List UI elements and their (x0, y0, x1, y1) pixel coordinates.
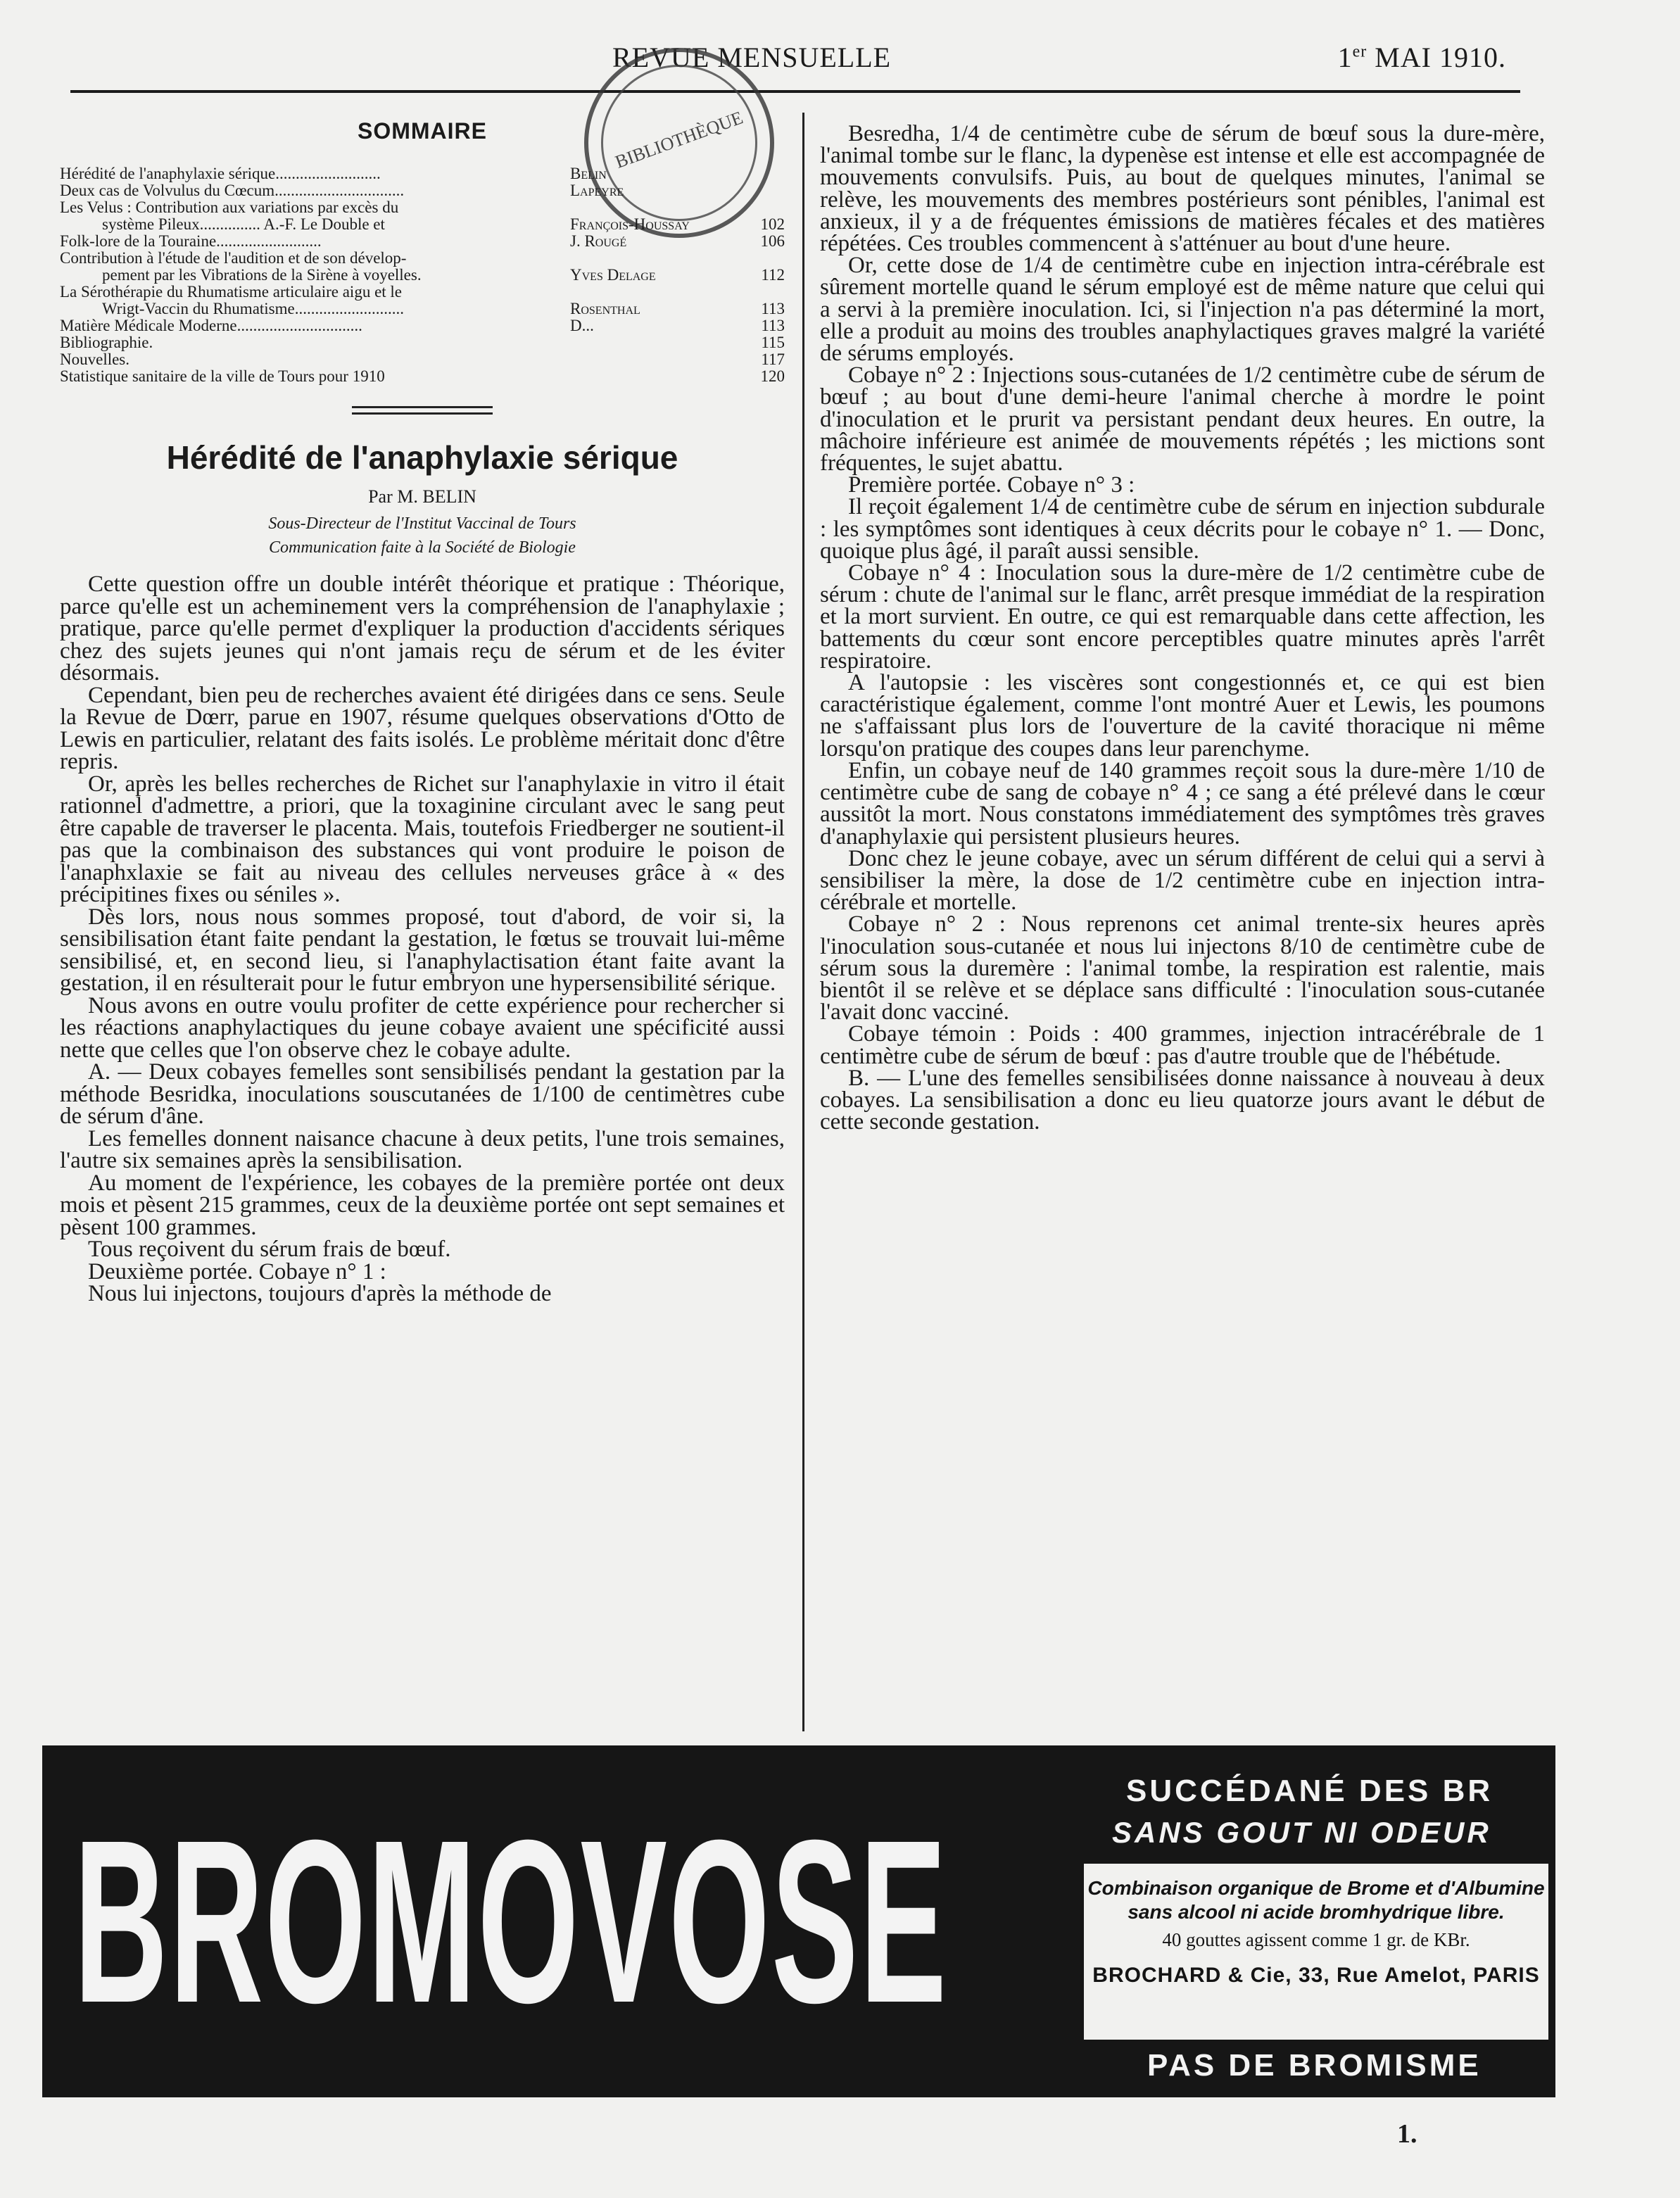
article-paragraph: Enfin, un cobaye neuf de 140 grammes reçoit sous la dure-mère 1/10 de centimètre cube de sang de cobaye n° 4 ; ce sang a été prélevé dans le cœur aussitôt la mort. Nous constatons immédiatement des symptômes très graves d'anaphylaxie qui persistent plusieurs heures. (820, 757, 1545, 849)
ad-box-description: Combinaison organique de Brome et d'Albumine sans alcool ni acide bromhydrique libre. (1087, 1877, 1545, 1923)
toc-row (60, 233, 785, 250)
ad-box-address: BROCHARD & Cie, 33, Rue Amelot, PARIS (1092, 1964, 1540, 1987)
article-paragraph: Nous avons en outre voulu profiter de cette expérience pour rechercher si les réactions anaphylactiques du jeune cobaye avaient une spécificité aussi nette que celles que l'on observe chez le cobaye adulte. (60, 992, 785, 1063)
toc-entry-title: Nouvelles. (60, 350, 130, 368)
article-paragraph: Dès lors, nous nous sommes proposé, tout d'abord, de voir si, la sensibilisation étant faite pendant la gestation, le fœtus se trouvait lui-même sensibilisé, et, en second lieu, si l'anaphylactisation étant faite avant la gestation, il en résulterait pour le futur embryon une hypersensibilité sérique. (60, 904, 785, 996)
toc-entry-page: 113 (761, 300, 785, 317)
toc-entry-title: Folk-lore de la Touraine.......................... (60, 232, 322, 250)
toc-row (60, 368, 785, 385)
article-paragraph: Cobaye témoin : Poids : 400 grammes, injection intracérébrale de 1 centimètre cube de sérum de bœuf : pas d'autre trouble que de l'hébétude. (820, 1021, 1545, 1069)
toc-entry-page: 112 (761, 266, 785, 284)
toc-entry-title: Hérédité de l'anaphylaxie sérique.......................... (60, 165, 381, 182)
article-body-left (60, 571, 785, 1306)
ad-tagline-3: PAS DE BROMISME (1147, 2048, 1482, 2083)
bromovose-advertisement (42, 1745, 1555, 2097)
toc-entry-author: François-Houssay (570, 215, 690, 233)
toc-entry-title: Bibliographie. (60, 334, 153, 351)
toc-entry-author: D... (570, 317, 594, 334)
toc-entry-page: 115 (761, 334, 785, 351)
article-paragraph: Nous lui injectons, toujours d'après la méthode de (88, 1281, 552, 1306)
article-paragraph: Cobaye n° 2 : Injections sous-cutanées de 1/2 centimètre cube de sérum de bœuf ; au bout d'une demi-heure l'animal cherche à mordre le point d'inoculation et le prurit va persistant pendant deux heures. En outre, la mâchoire inférieure est animée de mouvements répétés ; les mictions sont fréquentes, le sujet abattu. (820, 362, 1545, 476)
article-paragraph: Donc chez le jeune cobaye, avec un sérum différent de celui qui a servi à sensibiliser la mère, la dose de 1/2 centimètre cube en injection intra-cérébrale et mortelle. (820, 845, 1545, 916)
toc-entry-title: Statistique sanitaire de la ville de Tours pour 1910 (60, 367, 385, 385)
toc-entry-author: J. Rougé (570, 232, 627, 250)
toc-entry-author: Rosenthal (570, 300, 640, 317)
communication-note: Communication faite à la Société de Biologie (269, 538, 576, 557)
article-paragraph: Cobaye n° 4 : Inoculation sous la dure-mère de 1/2 centimètre cube de sérum : chute de l'animal sur le flanc, arrêt presque immédiat de la respiration et la mort survient. En outre, ce qui est remarquable dans cette affection, les battements du cœur sont encore perceptibles quatre minutes après l'arrêt respiratoire. (820, 560, 1545, 674)
article-paragraph: Cobaye n° 2 : Nous reprenons cet animal trente-six heures après l'inoculation sous-cutanée et nous lui injectons 8/10 de centimètre cube de sérum sous la duremère : l'animal tombe, la respiration est ralentie, mais bientôt il se relève et se déplace sans difficulté : l'inoculation sous-cutanée l'avait donc vacciné. (820, 911, 1545, 1025)
article-paragraph: Cependant, bien peu de recherches avaient été dirigées dans ce sens. Seule la Revue de Dœrr, parue en 1907, résume quelques observations d'Otto de Lewis en particulier, relatant des faits isolés. Le problème méritait donc d'être repris. (60, 682, 785, 774)
toc-row (60, 199, 785, 216)
toc-entry-title: Deux cas de Volvulus du Cœcum................................ (60, 182, 405, 199)
author-affiliation: Sous-Directeur de l'Institut Vaccinal de Tours (268, 514, 576, 533)
toc-entry-page: 120 (760, 367, 785, 385)
article-paragraph: Première portée. Cobaye n° 3 : (848, 472, 1135, 498)
article-paragraph: A l'autopsie : les viscères sont congestionnés et, ce qui est bien caractéristique également, comme l'ont montré Auer et Lewis, les poumons ne s'affaissant plus lors de l'ouverture de la cavité thoracique ni même lorsqu'on pratique des coupes dans leur parenchyme. (820, 670, 1545, 762)
toc-entry-author: Belin (570, 165, 607, 182)
article-paragraph: B. — L'une des femelles sensibilisées donne naissance à nouveau à deux cobayes. La sensibilisation a donc eu lieu quatorze jours avant le début de cette seconde gestation. (820, 1065, 1545, 1135)
ad-info-box (1084, 1864, 1548, 2040)
toc-row (60, 165, 785, 182)
article-title: Hérédité de l'anaphylaxie sérique (166, 439, 678, 476)
toc-row (60, 334, 785, 351)
left-column (60, 113, 785, 1306)
ad-tagline-1: SUCCÉDANÉ DES BR (1126, 1774, 1493, 1808)
stamp-text: BIBLIOTHÈQUE (612, 107, 746, 172)
toc-row (60, 301, 785, 317)
article-paragraph: A. — Deux cobayes femelles sont sensibilisés pendant la gestation par la méthode Besridka, inoculations souscutanées de 1/100 de centimètres cube de sérum d'âne. (60, 1059, 785, 1129)
toc-entry-title: Matière Médicale Moderne............................... (60, 317, 362, 334)
toc-entry-title: Contribution à l'étude de l'audition et de son dévelop- (60, 249, 407, 267)
toc-entry-title: La Sérothérapie du Rhumatisme articulaire aigu et le (60, 283, 403, 301)
toc-entry-page: 113 (761, 317, 785, 334)
article-paragraph: Il reçoit également 1/4 de centimètre cube de sérum en injection subdurale : les symptômes sont identiques à ceux décrits pour le cobaye n° 1. — Donc, quoique plus âgé, il paraît aussi sensible. (820, 494, 1545, 564)
ad-tagline-2: SANS GOUT NI ODEUR (1112, 1816, 1491, 1849)
toc-row (60, 284, 785, 301)
article-paragraph: Les femelles donnent naisance chacune à deux petits, l'une trois semaines, l'autre six semaines après la sensibilisation. (60, 1125, 785, 1173)
byline: Par M. BELIN (368, 486, 476, 507)
toc-row (60, 351, 785, 368)
toc-row (60, 250, 785, 267)
toc-entry-author: Lapeyre (570, 182, 624, 199)
article-paragraph: Au moment de l'expérience, les cobayes de la première portée ont deux mois et pèsent 215 grammes, ceux de la deuxième portée ont sept semaines et pèsent 100 grammes. (60, 1170, 785, 1240)
page-header (70, 37, 1506, 87)
toc-row (60, 182, 785, 199)
article-body-right (820, 123, 1545, 1133)
issue-date: 1er MAI 1910. (1337, 42, 1506, 73)
sommaire-title: SOMMAIRE (358, 118, 487, 144)
toc-row (60, 216, 785, 233)
article-paragraph: Cette question offre un double intérêt théorique et pratique : Théorique, parce qu'elle est un acheminement vers la compréhension de l'anaphylaxie ; pratique, parce qu'elle permet d'expliquer la production d'accidents sériques chez des sujets jeunes qui n'ont jamais reçu de sérum et de les éviter désormais. (60, 571, 785, 686)
toc-entry-title: pement par les Vibrations de la Sirène à voyelles. (102, 266, 422, 284)
toc-entry-author: Yves Delage (570, 266, 656, 284)
toc-row (60, 267, 785, 284)
toc-entry-page: 106 (760, 232, 785, 250)
byline-block (60, 486, 785, 560)
toc-entry-page: 117 (761, 350, 785, 368)
toc-entry-title: système Pileux............... A.-F. Le Double et (102, 215, 385, 233)
toc-entry-page: 102 (760, 215, 785, 233)
article-paragraph: Deuxième portée. Cobaye n° 1 : (88, 1258, 386, 1284)
header-rule (70, 90, 1520, 93)
article-paragraph: Or, après les belles recherches de Richet sur l'anaphylaxie in vitro il était rationnel d'admettre, a priori, que la toxaginine circulant avec le sang peut être capable de traverser le placenta. Mais, toutefois Friedberger ne soutient-il pas que la combinaison des substances qui vont produire le poison de l'anaphxlaxie se fait au niveau des cellules nerveuses grâce à « des précipitines fixes ou séniles ». (60, 771, 785, 907)
section-separator (352, 406, 493, 415)
toc-entry-title: Wrigt-Vaccin du Rhumatisme........................... (102, 300, 404, 317)
table-of-contents (60, 165, 785, 385)
article-paragraph: Besredha, 1/4 de centimètre cube de sérum de bœuf sous la dure-mère, l'animal tombe sur le flanc, la dypenèse est intense et elle est accompagnée de mouvements convulsifs. Puis, au bout de quelques minutes, l'animal se relève, les mouvements des membres postérieurs sont pénibles, l'animal est anxieux, il y a de fréquentes émissions de matières fécales et des matières répétées. Ces troubles commencent à s'atténuer au bout d'une heure. (820, 121, 1545, 257)
ad-box-dosage: 40 gouttes agissent comme 1 gr. de KBr. (1162, 1929, 1470, 1950)
article-paragraph: Or, cette dose de 1/4 de centimètre cube en injection intra-cérébrale est sûrement mortelle quand le sérum employé est de même nature que celui qui a servi à la première inoculation. Ici, si l'injection n'a pas déterminé la mort, elle a produit au moins des troubles anaphylactiques graves malgré la variété de sérums employés. (820, 253, 1545, 367)
toc-entry-title: Les Velus : Contribution aux variations par excès du (60, 198, 399, 216)
page-number: 1. (1397, 2119, 1417, 2149)
article-paragraph: Tous reçoivent du sérum frais de bœuf. (88, 1237, 451, 1262)
column-divider (802, 113, 804, 1731)
right-column (820, 123, 1545, 1133)
journal-title: REVUE MENSUELLE (612, 42, 892, 73)
toc-row (60, 317, 785, 334)
ad-brand: BROMOVOSE (74, 1791, 949, 2051)
